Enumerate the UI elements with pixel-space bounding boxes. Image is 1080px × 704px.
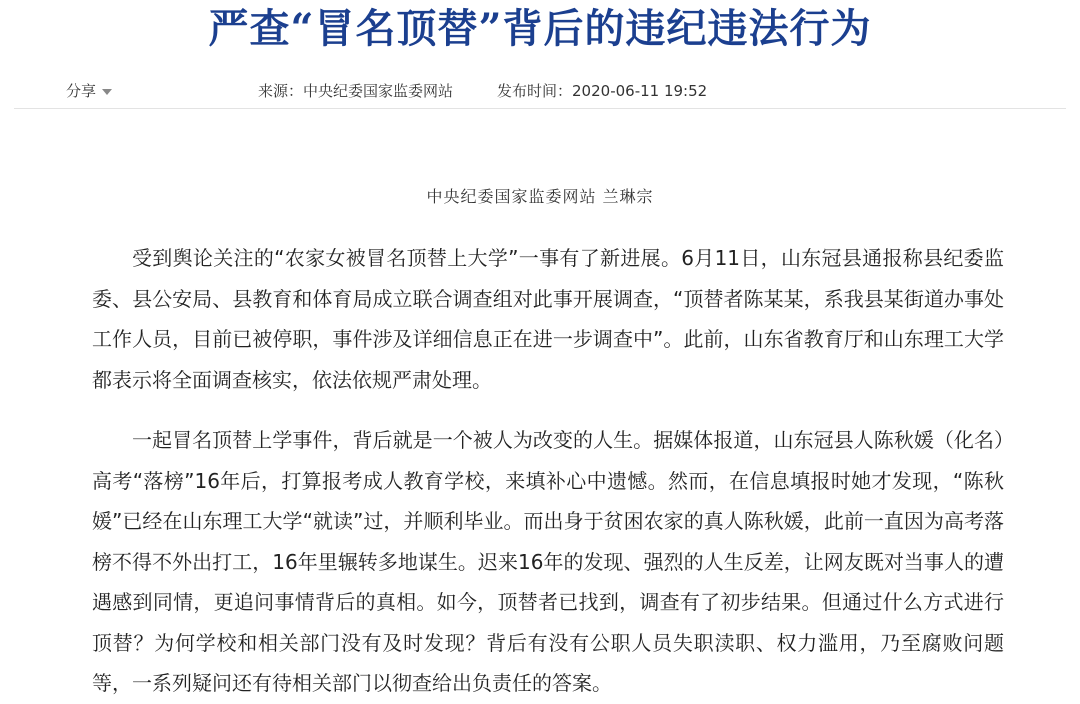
publish-time-label: 发布时间：	[497, 82, 573, 100]
article-paragraph: 一起冒名顶替上学事件，背后就是一个被人为改变的人生。据媒体报道，山东冠县人陈秋媛（化名）高考“落榜”16年后，打算报考成人教育学校，来填补心中遗憾。然而，在信息填报时她才发现，“陈秋媛”已经在山东理工大学“就读”过，并顺利毕业。而出身于贫困农家的真人陈秋媛，此前一直因为高考落榜不得不外出打工，16年里辗转多地谋生。迟来16年的发现、强烈的人生反差，让网友既对当事人的遭遇感到同情，更追问事情背后的真相。如今，顶替者已找到，调查有了初步结果。但通过什么方式进行顶替？为何学校和相关部门没有及时发现？背后有没有公职人员失职渎职、权力滥用，乃至腐败问题等，一系列疑问还有待相关部门以彻查给出负责任的答案。	[92, 428, 1004, 695]
caret-down-icon	[102, 89, 112, 95]
share-button[interactable]	[66, 76, 112, 106]
article-paragraph: 受到舆论关注的“农家女被冒名顶替上大学”一事有了新进展。6月11日，山东冠县通报称县纪委监委、县公安局、县教育和体育局成立联合调查组对此事开展调查，“顶替者陈某某，系我县某街道办事处工作人员，目前已被停职，事件涉及详细信息正在进一步调查中”。此前，山东省教育厅和山东理工大学都表示将全面调查核实，依法依规严肃处理。	[92, 246, 1004, 392]
header-divider	[14, 108, 1066, 109]
share-label: 分享	[66, 82, 97, 100]
source-value: 中央纪委国家监委网站	[303, 82, 454, 100]
publish-time	[497, 76, 707, 106]
article-meta-bar	[0, 76, 1080, 106]
publish-time-value: 2020-06-11 19:52	[572, 82, 708, 100]
article-title: 严查“冒名顶替”背后的违纪违法行为	[208, 5, 872, 52]
source-label: 来源：	[258, 82, 304, 100]
article-source	[258, 76, 453, 106]
article-byline: 中央纪委国家监委网站 兰琳宗	[426, 187, 654, 206]
